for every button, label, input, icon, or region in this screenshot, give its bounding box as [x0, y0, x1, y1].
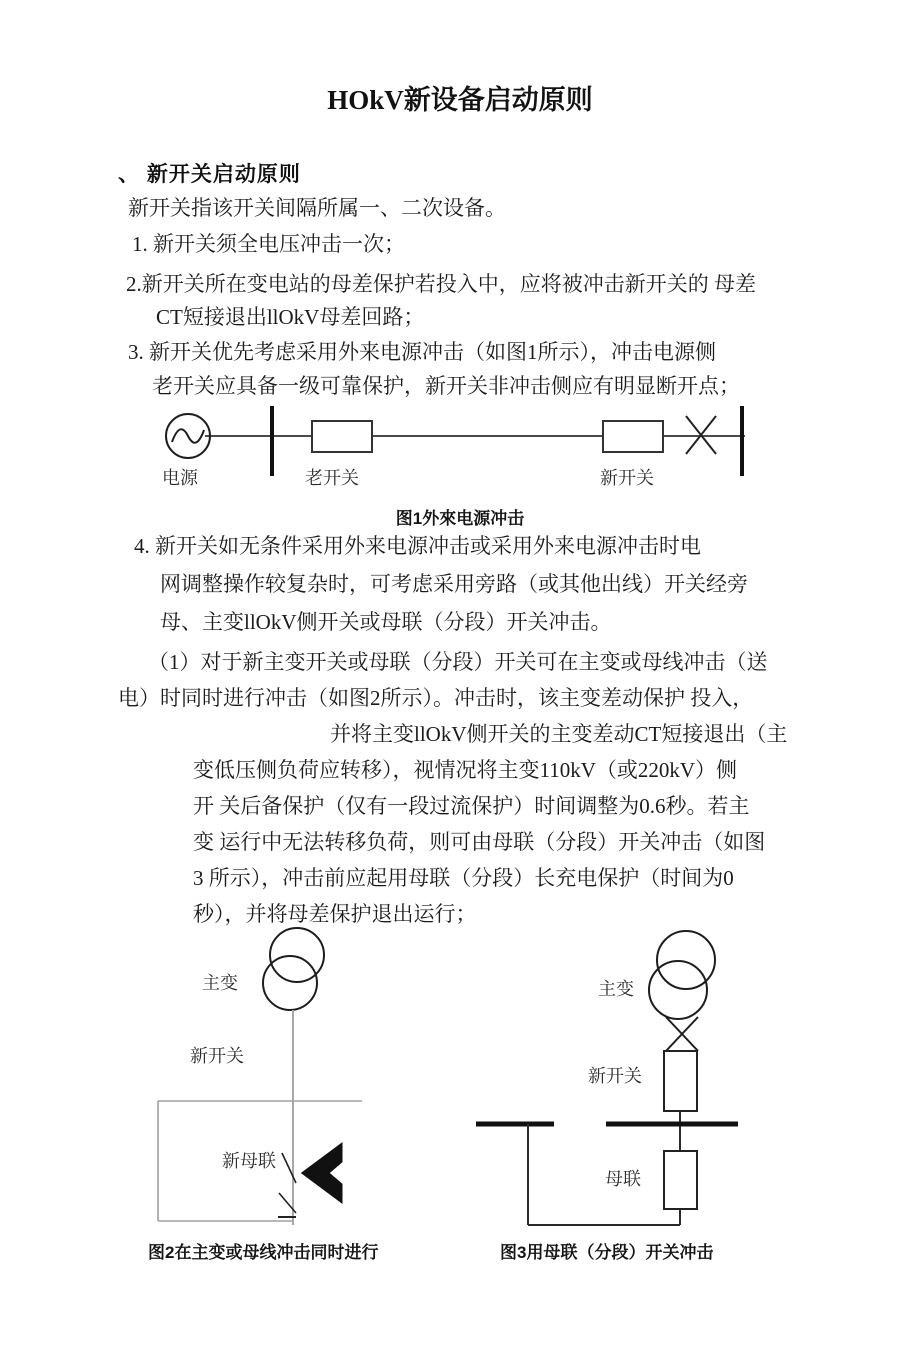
figure-2-label-new-bus-tie: 新母联: [222, 1151, 276, 1171]
figure-2-svg: [150, 925, 450, 1225]
disconnect-x-icon: [666, 1017, 698, 1051]
figure-1-svg: [160, 404, 760, 500]
breaker-rect-icon-new: [603, 421, 663, 452]
transformer-two-circle-icon: [649, 931, 715, 1019]
figure-3-label-bus-tie: 母联: [605, 1169, 641, 1189]
chevron-left-arrow-icon: [305, 1147, 340, 1199]
figure-1-caption: 图1外來电源冲击: [395, 509, 525, 528]
figure-3-label-new-switch: 新开关: [588, 1066, 642, 1086]
paragraph-1-line6: 变 运行中无法转移负荷，则可由母联（分段）开关冲击（如图: [193, 830, 766, 854]
figure-2-label-new-switch: 新开关: [190, 1046, 244, 1066]
ac-source-icon: [166, 414, 210, 458]
paragraph-1-line4: 变低压侧负荷应转移），视情况将主变110kV（或220kV）侧: [193, 758, 738, 782]
list-item-3-line1: 3. 新开关优先考虑采用外来电源冲击（如图1所示），冲击电源侧: [128, 340, 716, 364]
paragraph-1-line8: 秒），并将母差保护退出运行；: [193, 902, 477, 926]
list-item-1: 1. 新开关须全电压冲击一次；: [132, 232, 405, 256]
paragraph-1-line3: 并将主变llOkV侧开关的主变差动CT短接退出（主: [330, 722, 788, 746]
figure-1-label-source: 电源: [162, 468, 198, 488]
paragraph-1-line2: 电）时同时进行冲击（如图2所示）。冲击时，该主变差动保护 投入，: [118, 686, 754, 710]
paragraph-intro: 新开关指该开关间隔所属一、二次设备。: [128, 196, 506, 220]
list-item-2-line2: CT短接退出llOkV母差回路；: [156, 305, 425, 329]
figure-1-label-new-switch: 新开关: [600, 468, 654, 488]
figure-3-label-transformer: 主变: [598, 979, 634, 999]
figure-1: [160, 404, 760, 500]
breaker-rect-icon-bus-tie: [664, 1151, 697, 1209]
list-item-4-line1: 4. 新开关如无条件采用外来电源冲击或采用外来电源冲击时电: [134, 534, 701, 558]
list-item-4-line3: 母、主变llOkV侧开关或母联（分段）开关冲击。: [160, 610, 612, 634]
list-item-2-line1: 2.新开关所在变电站的母差保护若投入中，应将被冲击新开关的 母差: [126, 272, 756, 296]
paragraph-1-line7: 3 所示），冲击前应起用母联（分段）长充电保护（时间为0: [193, 866, 734, 890]
section-heading: 、 新开关启动原则: [118, 163, 301, 186]
list-item-3-line2: 老开关应具备一级可靠保护，新开关非冲击侧应有明显断开点；: [152, 374, 740, 398]
figure-2: [150, 925, 450, 1225]
list-item-4-line2: 网调整操作较复杂时，可考虑采用旁路（或其他出线）开关经旁: [160, 572, 748, 596]
figure-2-label-transformer: 主变: [202, 973, 238, 993]
page-title: HOkV新设备启动原则: [327, 85, 593, 115]
figure-2-caption: 图2在主变或母线冲击同时进行: [148, 1243, 379, 1262]
figure-3: [470, 925, 800, 1225]
figure-1-label-old-switch: 老开关: [305, 468, 359, 488]
breaker-rect-icon-new-switch: [664, 1051, 697, 1111]
paragraph-1-line5: 开 关后备保护（仅有一段过流保护）时间调整为0.6秒。若主: [193, 794, 750, 818]
breaker-rect-icon-old: [312, 421, 372, 452]
paragraph-1-line1: （1）对于新主变开关或母联（分段）开关可在主变或母线冲击（送: [148, 650, 768, 674]
transformer-two-circle-icon: [263, 928, 324, 1010]
figure-3-caption: 图3用母联（分段）开关冲击: [500, 1243, 714, 1262]
